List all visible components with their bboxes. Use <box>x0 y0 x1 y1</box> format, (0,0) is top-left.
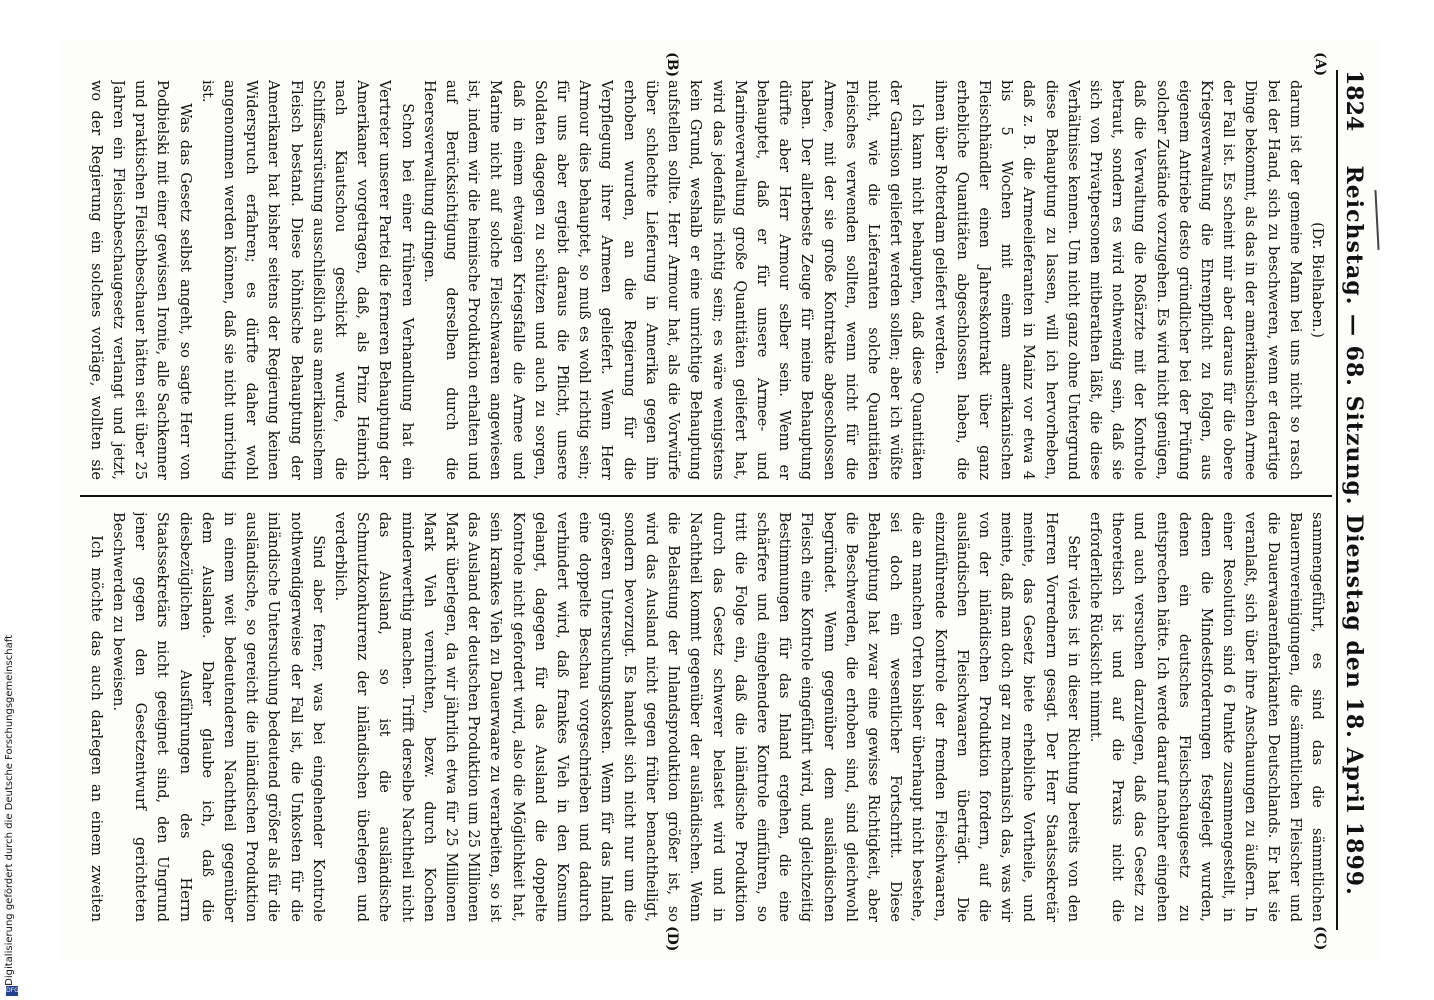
right-column <box>84 512 1328 922</box>
side-strip <box>0 0 26 1000</box>
margin-marker-d: (D) <box>664 926 680 952</box>
paragraph: Ich kann nicht behaupten, daß diese Quantitäten der Garnison geliefert werden sollen; aber ich wüßte nicht, wie die Lieferanten solche Quantitäten Fleisches verwenden sollten, wenn nicht für die Armee, mit der sie große Kontrakte abgeschlossen haben. Der allerbeste Zeuge für meine Behauptung dürfte aber Herr Armour selber sein. Wenn er behauptet, daß er für unsere Armee- und Marineverwaltung große Quantitäten geliefert hat, wird das jedenfalls richtig sein; es wäre wenigstens kein Grund, weshalb er eine unrichtige Behauptung aufstellen sollte. Herr Armour hat, als die Vorwürfe über schlechte Lieferung in Amerika gegen ihn erhoben wurden, an die Regierung für die Verpflegung ihrer Armeen geliefert. Wenn Herr Armour dies behauptet, so muß es wohl richtig sein; für uns aber ergiebt daraus die Pflicht, unsere Soldaten dagegen zu schützen und auch zu sorgen, daß in einem etwaigen Kriegsfalle die Armee und Marine nicht auf solche Fleischwaaren angewiesen ist, indem wir die heimische Produktion erhalten und auf Berücksichtigung derselben durch die Heeresverwaltung dringen. <box>420 80 926 480</box>
page-title: Reichstag. — 68. Sitzung. Dienstag den 18. April 1899. <box>1341 165 1367 896</box>
paragraph: sammengeführt, es sind das die sämmtlichen Bauernvereinigungen, die sämmtlichen Fleischer und die Dauerwaarenfabrikanten Deutschlands. Er hat sie veranlaßt, sich über ihre Anschauungen zu äußern. In einer Resolution sind 6 Punkte zusammengestellt, in denen die Mindestforderungen festgelegt wurden, denen ein deutsches Fleischschaugesetz zu entsprechen hätte. Ich werde darauf nachher eingehen und auch versuchen darzulegen, daß das Gesetz zu theoretisch ist und auf die Praxis nicht die erforderliche Rücksicht nimmt. <box>1086 512 1325 922</box>
scanned-page <box>60 40 1380 960</box>
dfg-logo: DFG <box>6 987 19 994</box>
paragraph: Was das Gesetz selbst angeht, so sagte Herr von Podbielski mit einer gewissen Ironie, alle Sachkenner und praktischen Fleischbeschauer hätten seit über 25 Jahren ein Fleischbeschaugesetz verlangt und jetzt, wo der Regierung ein solches vorläge, wollten sie <box>87 80 193 480</box>
page-header <box>1336 70 1370 930</box>
column-divider <box>80 495 1332 497</box>
speaker-label: (Dr. Bielhaben.) <box>1309 222 1325 338</box>
digitization-credit: Digitalisierung gefördert durch die Deutsche Forschungsgemeinschaft <box>4 635 15 986</box>
paragraph: Ich möchte das auch darlegen an einem zweiten <box>87 535 104 922</box>
pencil-mark <box>1374 190 1379 250</box>
left-column <box>84 80 1328 480</box>
margin-marker-a: (A) <box>1312 52 1328 77</box>
paragraph: darum ist der gemeine Mann bei uns nicht so rasch bei der Hand, sich zu beschweren, wenn er derartige Dinge bekommt, als das in der amerikanischen Armee der Fall ist. Es scheint mir aber daraus für die obere Kriegsverwaltung die Ehrenpflicht zu folgen, aus eigenem Antriebe desto gründlicher bei der Prüfung solcher Zustände vorzugehen. Es wird nicht genügen, daß die Verwaltung die Roßärzte mit der Kontrole betraut, sondern es wird nothwendig sein, daß sie sich von Privatpersonen mitberathen läßt, die diese Verhältnisse kennen. Um nicht ganz ohne Untergrund diese Behauptung zu lassen, will ich hervorheben, daß z. B. die Armeelieferanten in Mainz vor etwa 4 bis 5 Wochen mit einem amerikanischen Fleischhändler einen Jahreskontrakt über ganz erhebliche Quantitäten abgeschlossen haben, die ihnen über Rotterdam geliefert werden. <box>931 80 1303 480</box>
margin-marker-c: (C) <box>1312 926 1328 951</box>
rotated-sheet <box>60 40 1380 960</box>
margin-marker-b: (B) <box>664 52 680 78</box>
paragraph: Sehr vieles ist in dieser Richtung bereits von den Herren Vorrednern gesagt. Der Herr Staatssekretär meinte, das Gesetz biete erhebliche Vortheile, und meinte, daß man doch gar zu mechanisch das, was wir von der inländischen Produktion fordern, auf die ausländischen Fleischwaaren überträgt. Die einzuführende Kontrole der fremden Fleischwaaren, die an manchen Orten bisher überhaupt nicht bestehe, sei doch ein wesentlicher Fortschritt. Diese Behauptung hat zwar eine gewisse Richtigkeit, aber die Beschwerden, die erhoben sind, sind gleichwohl begründet. Wenn gegenüber dem ausländischen Fleisch eine Kontrole eingeführt wird, und gleichzeitig Bestimmungen für das Inland ergehen, die eine schärfere und eingehendere Kontrole einführen, so tritt die Folge ein, daß die inländische Produktion durch das Gesetz schwerer belastet wird und in Nachtheil kommt gegenüber der ausländischen. Wenn die Belastung der Inlandsproduktion größer ist, so wird das Ausland nicht gegen früher benachtheiligt, sondern bevorzugt. Es handelt sich nicht nur um die größeren Untersuchungskosten. Wenn für das Inland eine doppelte Beschau vorgeschrieben und dadurch verhindert wird, daß frankes Vieh in den Konsum gelangt, dagegen für das Ausland die doppelte Kontrole nicht gefordert wird, also die Möglichkeit hat, sein krankes Vieh zu Dauerwaare zu verarbeiten, so ist das Ausland der deutschen Produktion um 25 Millionen Mark überlegen, da wir jährlich etwa für 25 Millionen Mark Vieh vernichten, bezw. durch Kochen minderwerthig machen. Trifft derselbe Nachtheil nicht das Ausland, so ist die ausländische Schmutzkonkurrenz der inländischen überlegen und verderblich. <box>332 512 1081 922</box>
paragraph: Sind aber ferner, was bei eingehender Kontrole nothwendigerweise der Fall ist, die Unkosten für die inländische Untersuchung bedeutend größer als für die ausländische, so gereicht die inländischen Produktion in einem weit bedeutenderen Nachtheil gegenüber dem Auslande. Daher glaube ich, daß die diesbezüglichen Ausführungen des Herrn Staatssekretärs nicht geeignet sind, den Ungrund jener gegen den Gesetzentwurf gerichteten Beschwerden zu beweisen. <box>110 512 326 922</box>
paragraph: Schon bei einer früheren Verhandlung hat ein Vertreter unserer Partei die ferneren Behauptung der Amerikaner vorgetragen, daß, als Prinz Heinrich nach Kiautschou geschickt wurde, die Schiffsausrüstung ausschließlich aus amerikanischem Fleisch bestand. Diese höhnische Behauptung der Amerikaner hat bisher seitens der Regierung keinen Widerspruch erfahren; es dürfte daher wohl angenommen werden können, daß sie nicht unrichtig ist. <box>198 80 415 480</box>
page-number: 1824 <box>1341 70 1367 132</box>
